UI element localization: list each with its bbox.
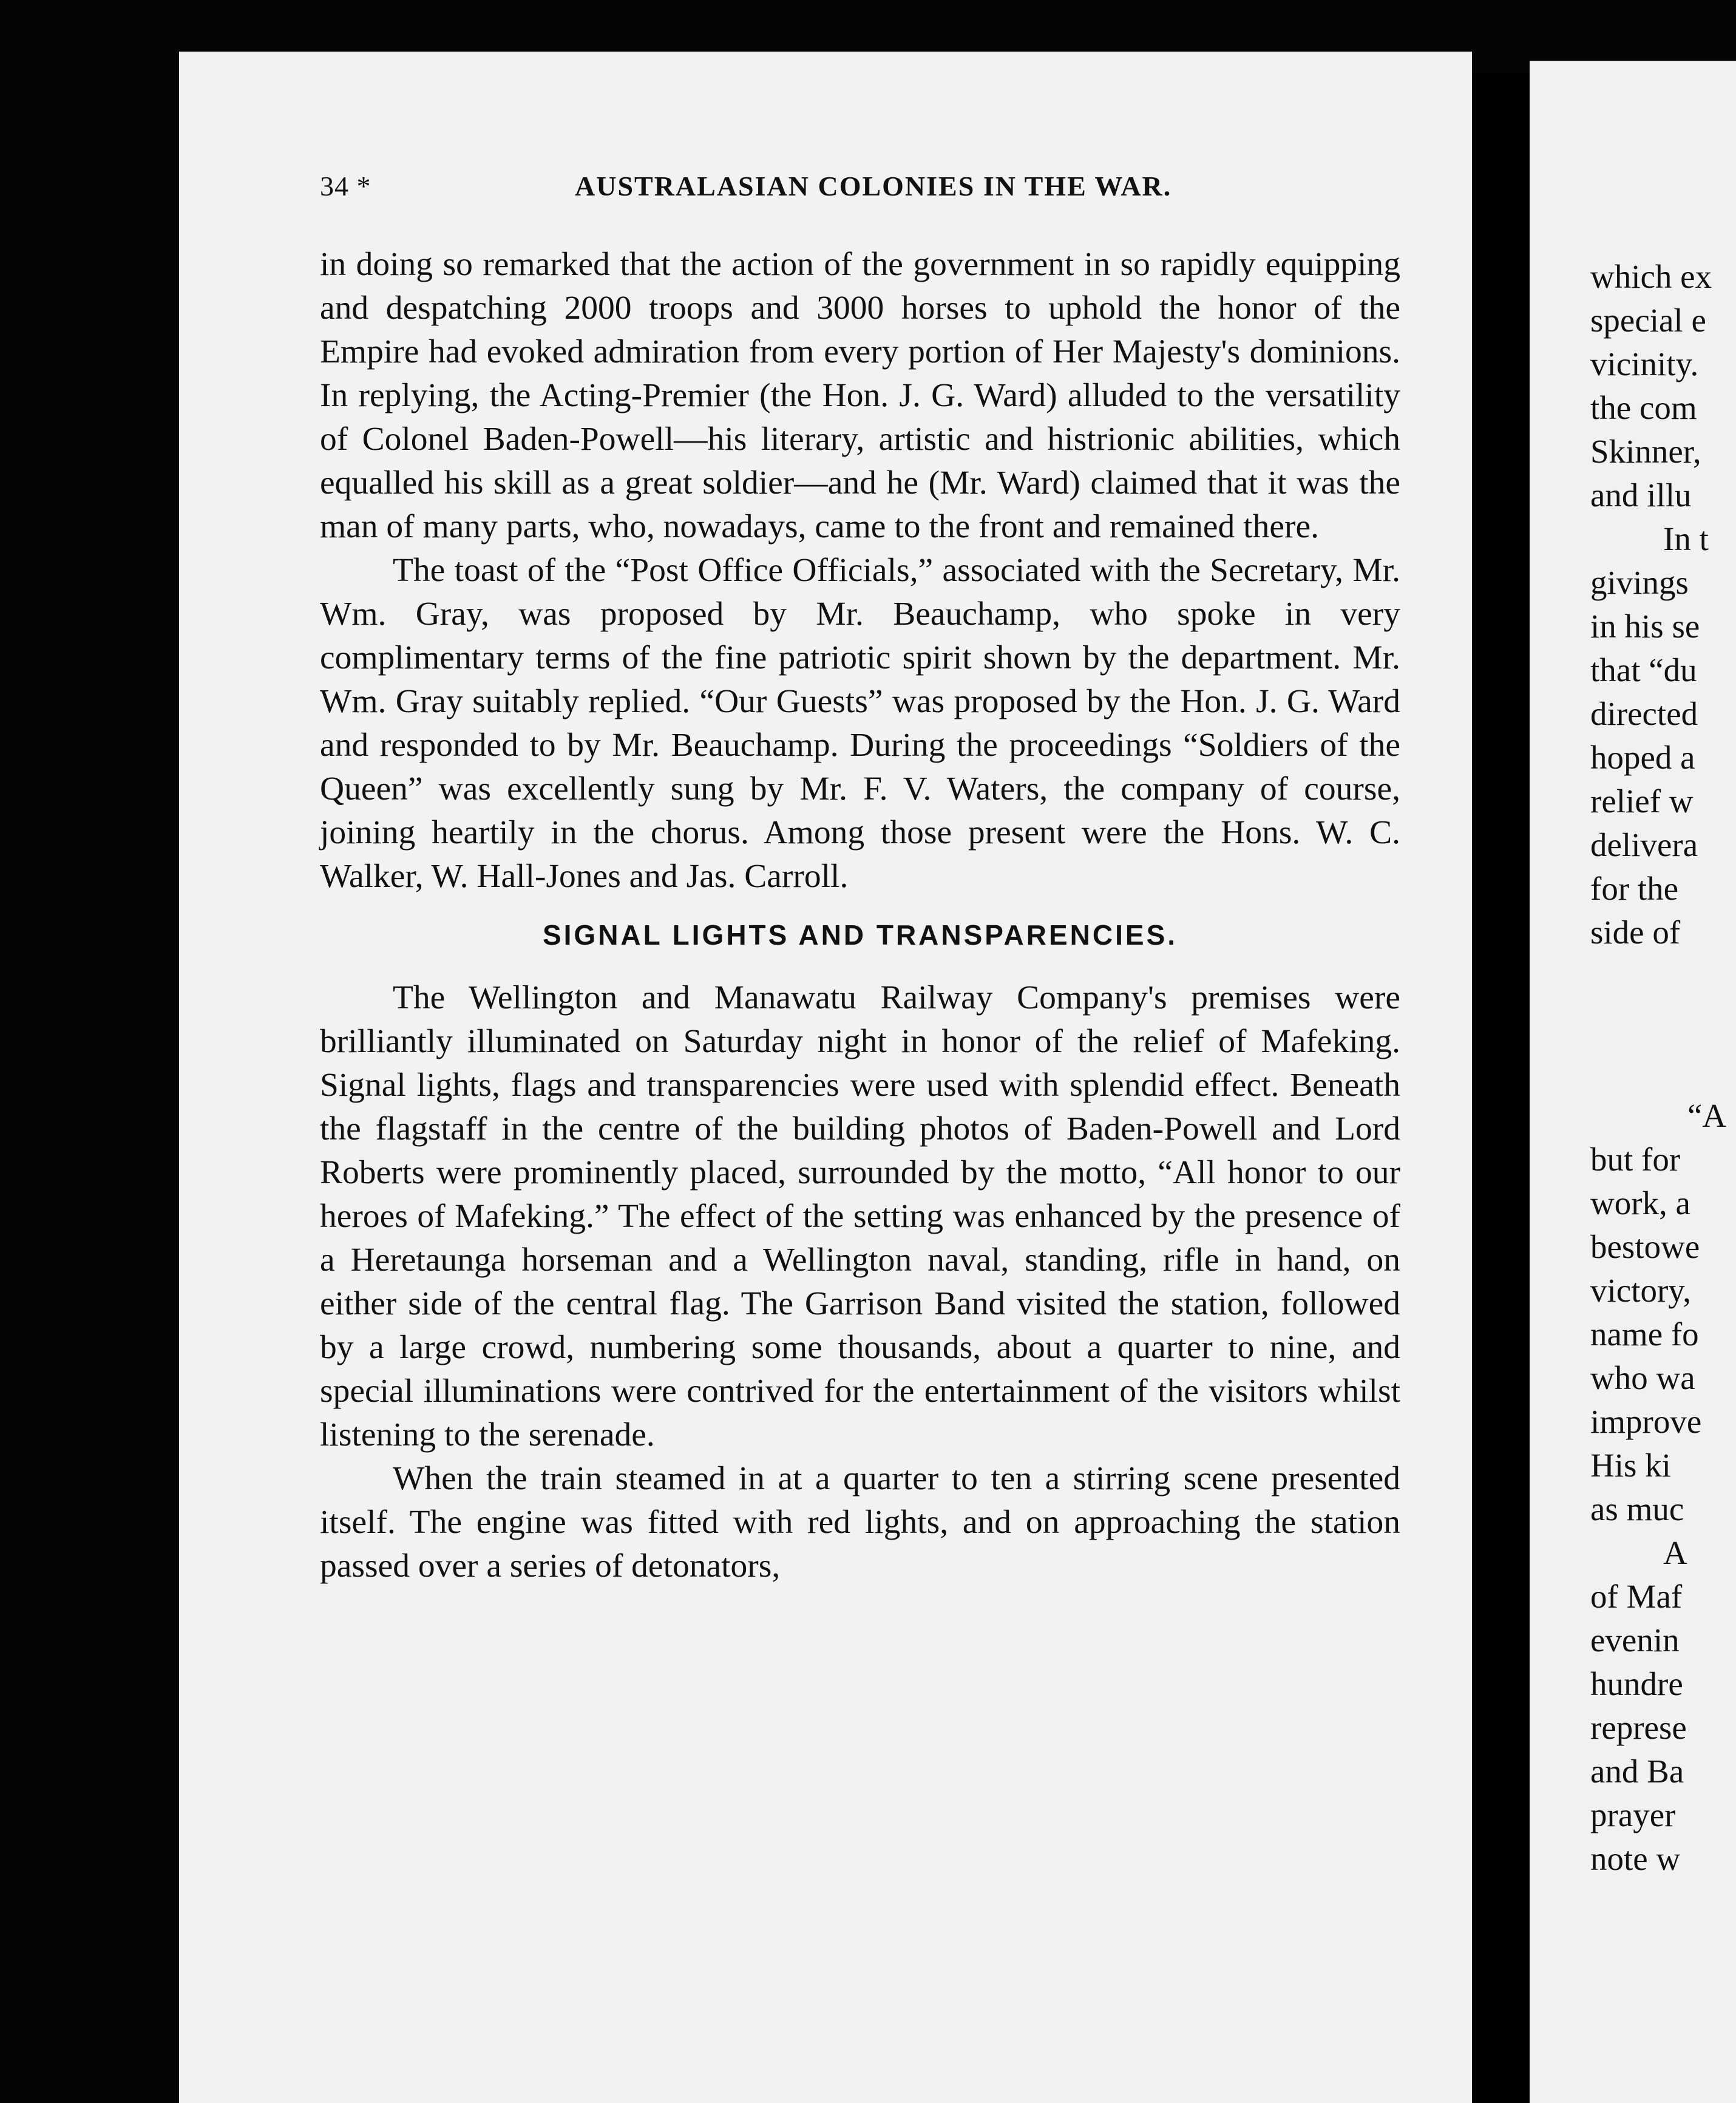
right-line: relief w	[1590, 783, 1694, 820]
right-line: Skinner,	[1590, 433, 1701, 470]
right-line: hoped a	[1590, 739, 1695, 776]
right-line: A	[1663, 1534, 1687, 1571]
right-line: delivera	[1590, 826, 1698, 863]
left-page-body	[320, 243, 1400, 1588]
right-line: but for	[1590, 1141, 1681, 1178]
right-line: who wa	[1590, 1359, 1695, 1396]
right-line: and illu	[1590, 477, 1692, 514]
left-page	[179, 52, 1472, 2103]
right-line: bestowe	[1590, 1228, 1700, 1265]
spacer	[1590, 954, 1736, 1094]
paragraph: in doing so remarked that the action of the government in so rapidly equipping and despatching 2000 troops and 3000 horses to uphold the honor of the Empire had evoked admiration from every portion of Her Majesty's dominions. In replying, the Acting-Premier (the Hon. J. G. Ward) alluded to the versatility of Colonel Baden-Powell—his literary, artistic and histrionic abilities, which equalled his skill as a great soldier—and he (Mr. Ward) claimed that it was the man of many parts, who, nowadays, came to the front and remained there.	[320, 246, 1400, 545]
right-line: in his se	[1590, 608, 1700, 645]
right-line: victory,	[1590, 1272, 1691, 1309]
page-header	[320, 170, 1364, 206]
right-line: hundre	[1590, 1665, 1683, 1702]
right-line: the com	[1590, 389, 1697, 426]
right-line: evenin	[1590, 1622, 1680, 1659]
page-number: 34 *	[320, 171, 371, 202]
paragraph: When the train steamed in at a quarter to ten a stirring scene presented itself. The engine was fitted with red lights, and on approaching the station passed over a series of detonators,	[320, 1460, 1400, 1585]
section-heading: SIGNAL LIGHTS AND TRANSPARENCIES.	[542, 919, 1178, 951]
right-line: work, a	[1590, 1184, 1690, 1221]
right-line: “A	[1687, 1097, 1727, 1134]
right-page-fragment	[1530, 61, 1736, 2103]
right-line: directed	[1590, 695, 1698, 732]
right-line: and Ba	[1590, 1753, 1684, 1790]
running-head: AUSTRALASIAN COLONIES IN THE WAR.	[575, 171, 1172, 202]
right-line: name fo	[1590, 1316, 1699, 1353]
right-line: special e	[1590, 302, 1706, 339]
page-gutter-shadow	[1472, 73, 1530, 2103]
right-line: that “du	[1590, 651, 1697, 688]
right-page-text	[1590, 255, 1736, 1881]
paragraph: The Wellington and Manawatu Railway Company's premises were brilliantly illuminated on Saturday night in honor of the relief of Mafeking. Signal lights, flags and transparencies were used with splendid effect. Beneath the flagstaff in the centre of the building photos of Baden-Powell and Lord Roberts were prominently placed, surrounded by the motto, “All honor to our heroes of Mafeking.” The effect of the setting was enhanced by the presence of a Heretaunga horseman and a Wellington naval, standing, rifle in hand, on either side of the central flag. The Garrison Band visited the station, followed by a large crowd, numbering some thousands, about a quarter to nine, and special illuminations were contrived for the entertainment of the visitors whilst listening to the serenade.	[320, 979, 1400, 1453]
paragraph: The toast of the “Post Office Officials,” associated with the Secretary, Mr. Wm. Gray, was proposed by Mr. Beauchamp, who spoke in very complimentary terms of the fine patriotic spirit shown by the department. Mr. Wm. Gray suitably replied. “Our Guests” was proposed by the Hon. J. G. Ward and responded to by Mr. Beauchamp. During the proceedings “Soldiers of the Queen” was excellently sung by Mr. F. V. Waters, the company of course, joining heartily in the chorus. Among those present were the Hons. W. C. Walker, W. Hall-Jones and Jas. Carroll.	[320, 552, 1400, 895]
right-line: In t	[1663, 520, 1709, 557]
right-line: givings	[1590, 564, 1689, 601]
right-line: prayer	[1590, 1796, 1676, 1833]
right-line: improve	[1590, 1403, 1702, 1440]
right-line: vicinity.	[1590, 345, 1699, 382]
right-line: note w	[1590, 1840, 1681, 1877]
right-line: for the	[1590, 870, 1679, 907]
right-line: which ex	[1590, 258, 1712, 295]
right-line: of Maf	[1590, 1578, 1683, 1615]
right-line: His ki	[1590, 1447, 1671, 1484]
right-line: side of	[1590, 914, 1681, 951]
right-line: as muc	[1590, 1490, 1684, 1527]
right-line: represe	[1590, 1709, 1687, 1746]
